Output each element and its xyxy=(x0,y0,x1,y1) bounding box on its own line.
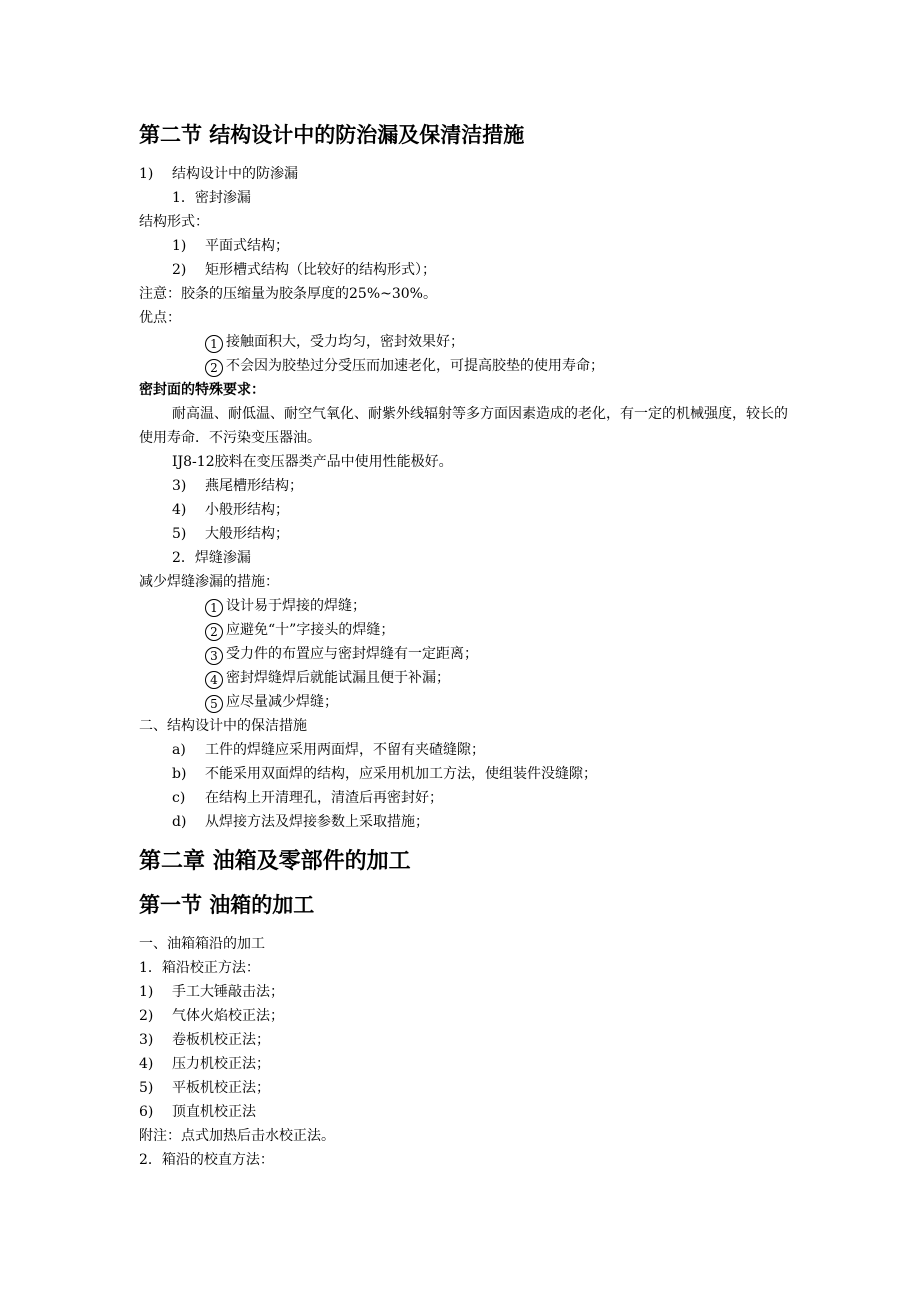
list-item: d) 从焊接方法及焊接参数上采取措施； xyxy=(172,814,429,830)
label: 1．箱沿校正方法： xyxy=(139,960,260,976)
list-item: 3) 燕尾槽形结构； xyxy=(172,478,303,494)
list-item: 4) 小般形结构； xyxy=(172,502,289,518)
list-item: 1) 结构设计中的防渗漏 xyxy=(139,166,298,182)
subheading: 1．密封渗漏 xyxy=(172,190,251,206)
list-item: 2) 矩形槽式结构（比较好的结构形式）； xyxy=(172,262,436,278)
list-item: 2) 气体火焰校正法； xyxy=(139,1008,284,1024)
circled-number: 2 xyxy=(205,623,223,641)
list-item: 2 应避免“十”字接头的焊缝； xyxy=(139,618,789,642)
list-item: 4 密封焊缝焊后就能试漏且便于补漏； xyxy=(139,666,789,690)
chapter-title: 第二章 油箱及零部件的加工 xyxy=(139,849,411,874)
document-page xyxy=(139,120,789,1172)
subheading: 2．焊缝渗漏 xyxy=(172,550,251,566)
list-item: a) 工件的焊缝应采用两面焊，不留有夹碴缝隙； xyxy=(172,742,485,758)
list-item: 1 设计易于焊接的焊缝； xyxy=(139,594,789,618)
subheading: 二、结构设计中的保洁措施 xyxy=(139,718,307,734)
section-title: 第二节 结构设计中的防治漏及保清洁措施 xyxy=(139,123,525,147)
list-item: c) 在结构上开清理孔，清渣后再密封好； xyxy=(172,790,443,806)
list-item: 4) 压力机校正法； xyxy=(139,1056,270,1072)
note: IJ8-12胶料在变压器类产品中使用性能极好。 xyxy=(172,454,453,470)
list-item: 2 不会因为胶垫过分受压而加速老化，可提高胶垫的使用寿命； xyxy=(139,354,789,378)
list-item: 3) 卷板机校正法； xyxy=(139,1032,270,1048)
list-item: 1) 平面式结构； xyxy=(172,238,289,254)
note: 注意：胶条的压缩量为胶条厚度的25%~30%。 xyxy=(139,286,437,302)
list-item: 1) 手工大锤敲击法； xyxy=(139,984,284,1000)
paragraph: 耐高温、耐低温、耐空气氧化、耐紫外线辐射等多方面因素造成的老化，有一定的机械强度，较长的使用寿命．不污染变压器油。 xyxy=(139,406,788,446)
label: 结构形式： xyxy=(139,214,209,230)
bold-heading: 密封面的特殊要求： xyxy=(139,382,265,398)
subheading: 一、油箱箱沿的加工 xyxy=(139,936,265,952)
label: 减少焊缝渗漏的措施： xyxy=(139,574,279,590)
circled-number: 1 xyxy=(205,335,223,353)
note: 附注：点式加热后击水校正法。 xyxy=(139,1128,335,1144)
circled-number: 3 xyxy=(205,647,223,665)
list-item: 5 应尽量减少焊缝； xyxy=(139,690,789,714)
list-item: 5) 平板机校正法； xyxy=(139,1080,270,1096)
list-item: 5) 大般形结构； xyxy=(172,526,289,542)
list-item: 3 受力件的布置应与密封焊缝有一定距离； xyxy=(139,642,789,666)
label: 优点： xyxy=(139,310,181,326)
list-item: 6) 顶直机校正法 xyxy=(139,1104,256,1120)
circled-number: 4 xyxy=(205,671,223,689)
circled-number: 1 xyxy=(205,599,223,617)
list-item: 1 接触面积大，受力均匀，密封效果好； xyxy=(139,330,789,354)
list-item: b) 不能采用双面焊的结构，应采用机加工方法，使组装件没缝隙； xyxy=(172,766,597,782)
circled-number: 5 xyxy=(205,695,223,713)
label: 2．箱沿的校直方法： xyxy=(139,1152,274,1168)
circled-number: 2 xyxy=(205,359,223,377)
section-title: 第一节 油箱的加工 xyxy=(139,893,315,917)
